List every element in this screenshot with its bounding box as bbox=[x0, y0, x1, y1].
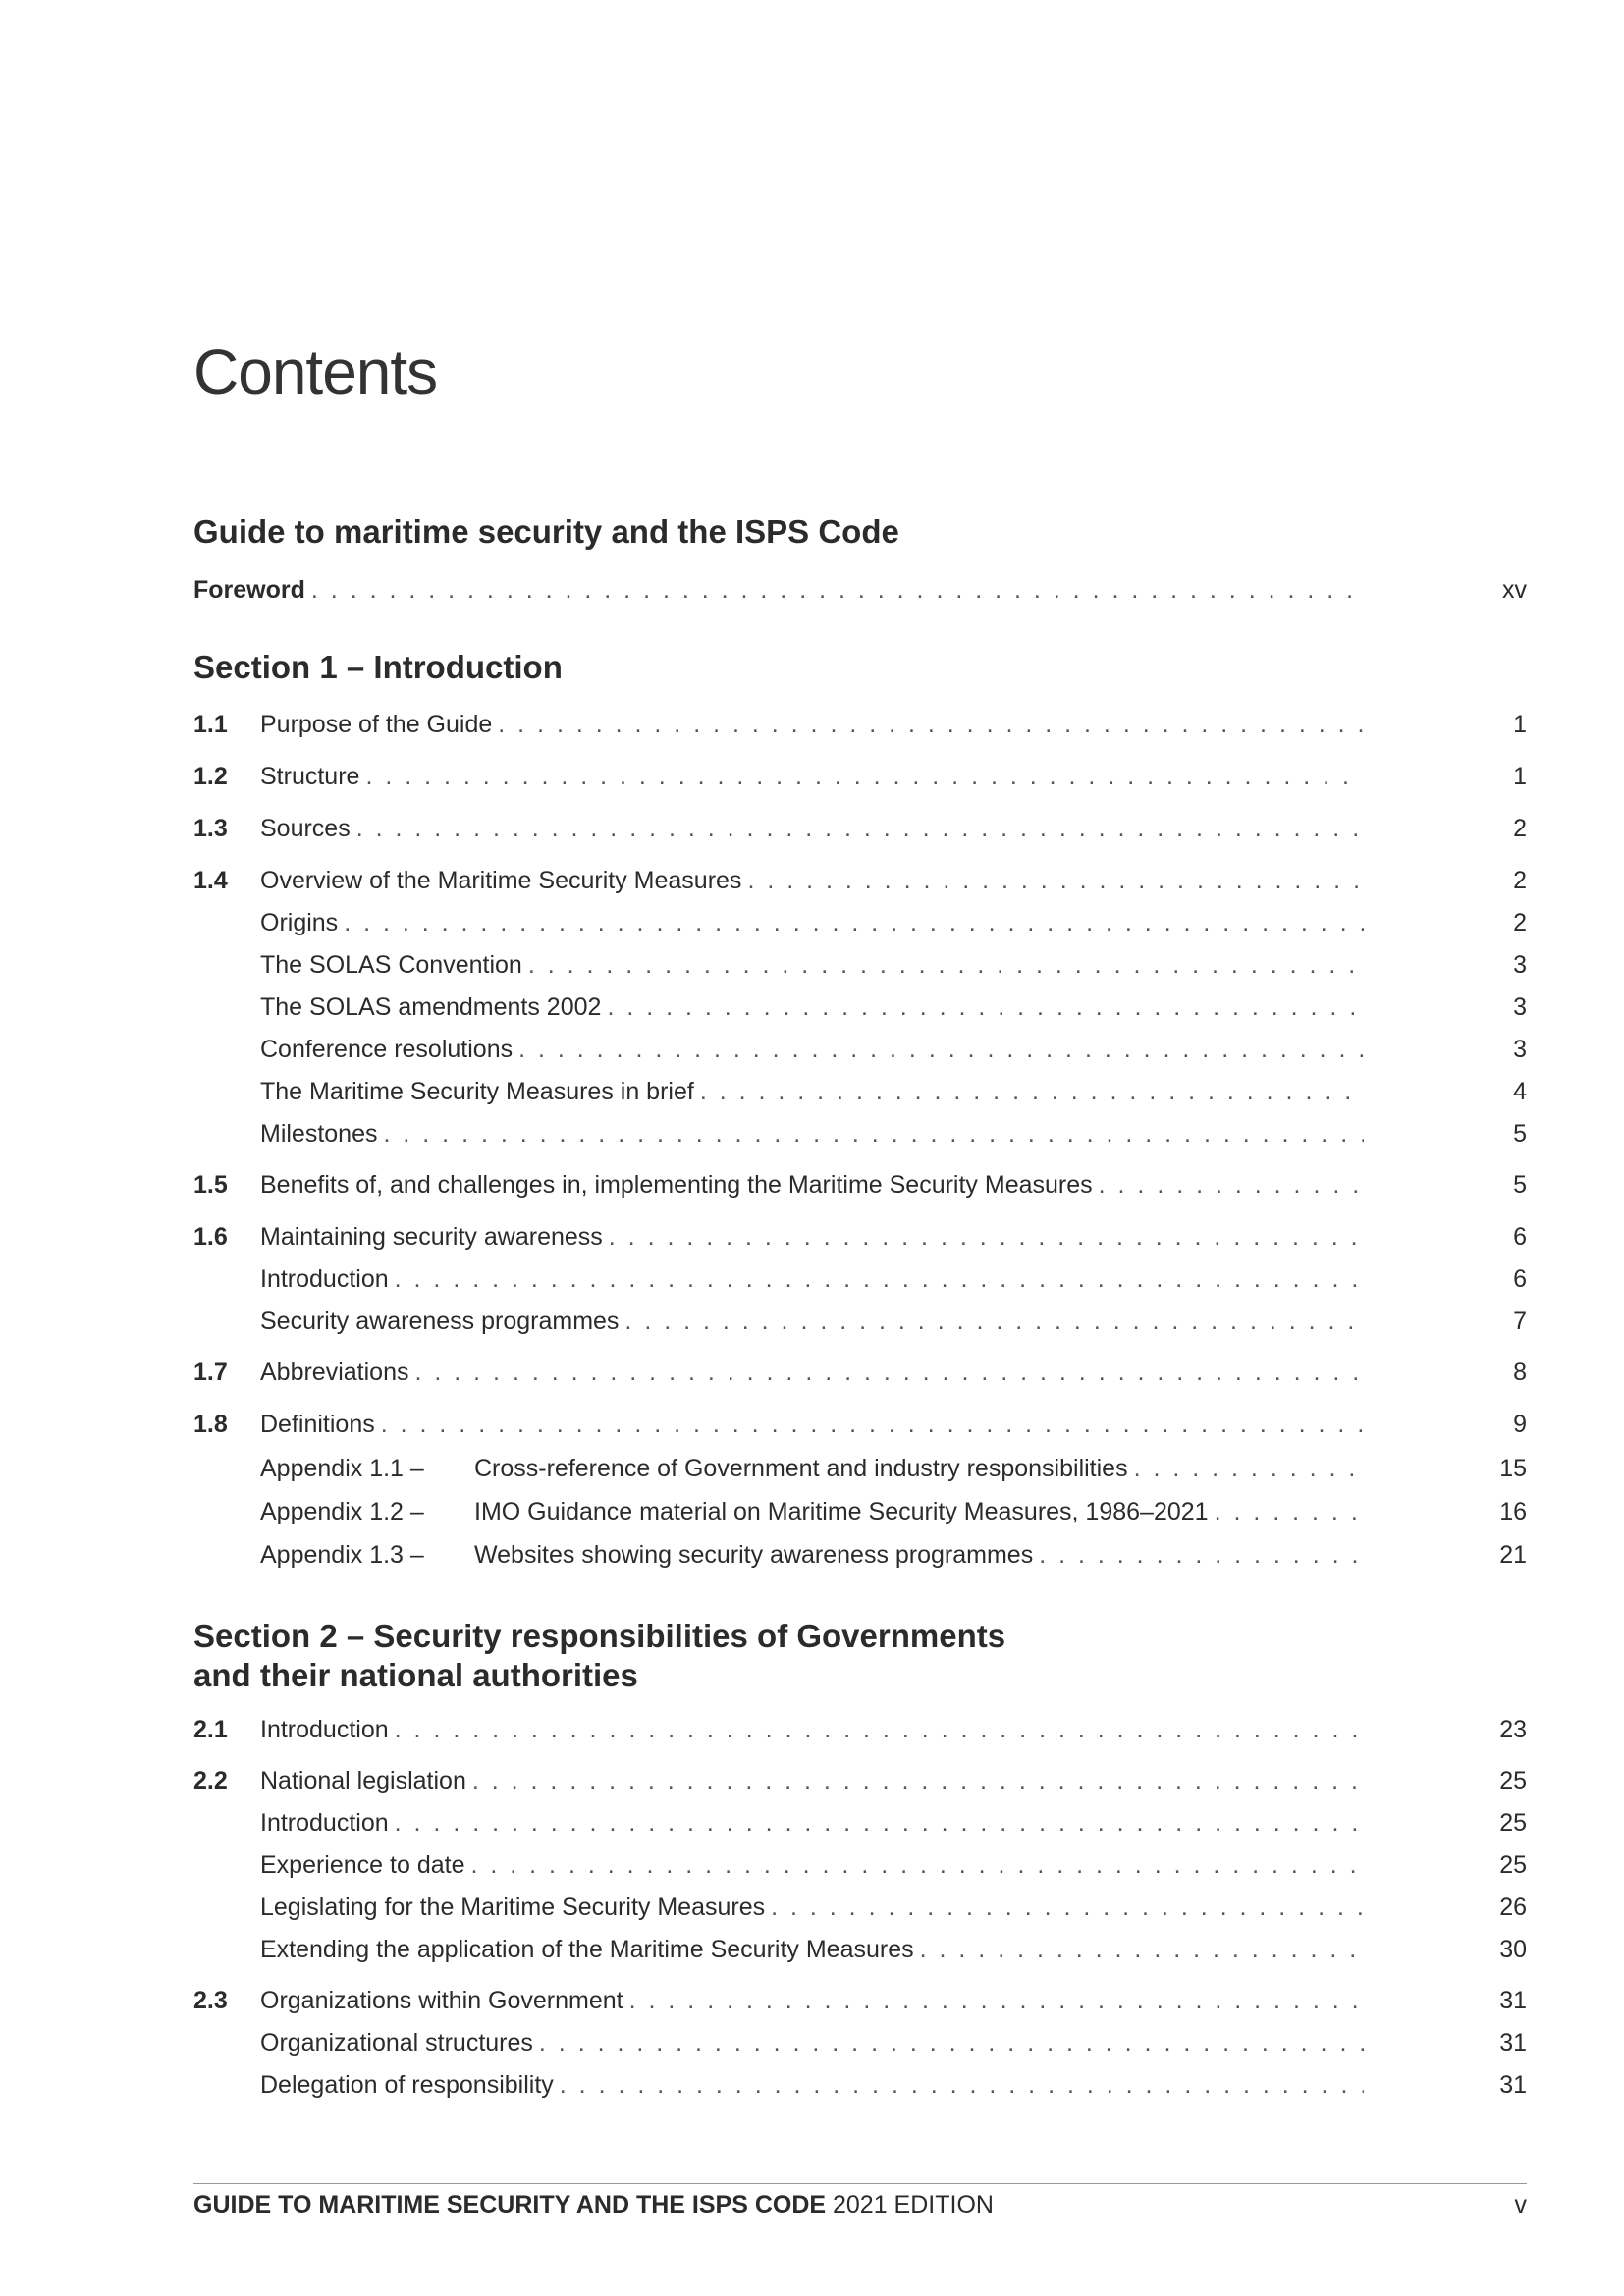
dot-leader bbox=[920, 1933, 1364, 1966]
dot-leader bbox=[1215, 1495, 1364, 1528]
dot-leader bbox=[629, 1984, 1364, 2017]
appendix-code: Appendix 1.3 – bbox=[260, 1541, 424, 1569]
dot-leader bbox=[395, 1806, 1364, 1840]
toc-entry[interactable] bbox=[193, 1356, 1527, 1389]
toc-page-number: 3 bbox=[1513, 993, 1527, 1021]
toc-subentry[interactable] bbox=[193, 1117, 1527, 1150]
toc-entry-label: Sources bbox=[260, 815, 351, 842]
toc-entry-label: Websites showing security awareness programmes bbox=[474, 1541, 1034, 1569]
toc-appendix[interactable] bbox=[193, 1452, 1527, 1485]
toc-entry-label: Experience to date bbox=[260, 1851, 465, 1879]
toc-entry-label: Overview of the Maritime Security Measures bbox=[260, 867, 742, 894]
dot-leader bbox=[414, 1356, 1364, 1389]
toc-subentry[interactable] bbox=[193, 906, 1527, 939]
toc-entry-label: Organizations within Government bbox=[260, 1987, 623, 2014]
toc-entry-label: Legislating for the Maritime Security Measures bbox=[260, 1894, 766, 1921]
toc-page-number: 2 bbox=[1513, 909, 1527, 936]
toc-entry-label: The Maritime Security Measures in brief bbox=[260, 1078, 694, 1105]
toc-entry-label: Structure bbox=[260, 763, 360, 790]
toc-entry-label: Security awareness programmes bbox=[260, 1308, 620, 1335]
book-heading: Guide to maritime security and the ISPS Code bbox=[193, 513, 899, 550]
toc-entry-label: National legislation bbox=[260, 1767, 466, 1794]
dot-leader bbox=[470, 1848, 1364, 1882]
toc-entry-label: Delegation of responsibility bbox=[260, 2071, 554, 2099]
toc-page-number: 31 bbox=[1499, 1987, 1527, 2014]
toc-subentry[interactable] bbox=[193, 2068, 1527, 2102]
toc-entry[interactable] bbox=[193, 760, 1527, 793]
toc-entry-number: 1.7 bbox=[193, 1359, 228, 1386]
toc-page-number: 2 bbox=[1513, 815, 1527, 842]
toc-subentry[interactable] bbox=[193, 948, 1527, 982]
toc-subentry[interactable] bbox=[193, 1933, 1527, 1966]
toc-entry-number: 1.5 bbox=[193, 1171, 228, 1199]
toc-entry-label: Origins bbox=[260, 909, 339, 936]
toc-page-number: 3 bbox=[1513, 951, 1527, 979]
toc-page-number: 1 bbox=[1513, 763, 1527, 790]
dot-leader bbox=[607, 990, 1364, 1024]
toc-page-number: 7 bbox=[1513, 1308, 1527, 1335]
dot-leader bbox=[528, 948, 1364, 982]
dot-leader bbox=[311, 573, 1364, 607]
dot-leader bbox=[560, 2068, 1364, 2102]
page-title: Contents bbox=[193, 337, 438, 407]
toc-subentry[interactable] bbox=[193, 1075, 1527, 1108]
dot-leader bbox=[1099, 1168, 1364, 1201]
toc-entry-number: 1.1 bbox=[193, 711, 228, 738]
toc-page-number: 6 bbox=[1513, 1265, 1527, 1293]
footer-edition: 2021 EDITION bbox=[826, 2191, 994, 2218]
toc-entry[interactable] bbox=[193, 1168, 1527, 1201]
toc-subentry[interactable] bbox=[193, 1262, 1527, 1296]
toc-page-number: 25 bbox=[1499, 1851, 1527, 1879]
toc-entry[interactable] bbox=[193, 1408, 1527, 1441]
dot-leader bbox=[700, 1075, 1364, 1108]
toc-page-number: 16 bbox=[1499, 1498, 1527, 1525]
toc-subentry[interactable] bbox=[193, 1033, 1527, 1066]
dot-leader bbox=[539, 2026, 1364, 2059]
footer-title-bold: GUIDE TO MARITIME SECURITY AND THE ISPS CODE bbox=[193, 2191, 827, 2218]
toc-entry-label: Introduction bbox=[260, 1265, 389, 1293]
toc-page-number: 21 bbox=[1499, 1541, 1527, 1569]
toc-page-number: 2 bbox=[1513, 867, 1527, 894]
dot-leader bbox=[472, 1764, 1364, 1797]
appendix-code: Appendix 1.1 – bbox=[260, 1455, 424, 1482]
toc-entry-label: Introduction bbox=[260, 1809, 389, 1837]
toc-entry-number: 1.8 bbox=[193, 1411, 228, 1438]
dot-leader bbox=[498, 708, 1364, 741]
toc-entry-number: 2.2 bbox=[193, 1767, 228, 1794]
toc-page-number: 23 bbox=[1499, 1716, 1527, 1743]
section-2-heading-line-2: and their national authorities bbox=[193, 1657, 638, 1693]
toc-entry[interactable] bbox=[193, 1984, 1527, 2017]
toc-entry-label: Cross-reference of Government and industry responsibilities bbox=[474, 1455, 1128, 1482]
dot-leader bbox=[384, 1117, 1365, 1150]
dot-leader bbox=[1039, 1538, 1364, 1572]
dot-leader bbox=[395, 1713, 1364, 1746]
section-2-heading bbox=[193, 1617, 1005, 1695]
footer-page-number: v bbox=[1514, 2191, 1527, 2218]
dot-leader bbox=[365, 760, 1364, 793]
toc-entry[interactable] bbox=[193, 812, 1527, 845]
toc-entry-label: The SOLAS amendments 2002 bbox=[260, 993, 602, 1021]
toc-appendix[interactable] bbox=[193, 1538, 1527, 1572]
dot-leader bbox=[771, 1891, 1364, 1924]
toc-entry[interactable] bbox=[193, 1764, 1527, 1797]
toc-entry-foreword[interactable] bbox=[193, 573, 1527, 607]
footer-title bbox=[193, 2191, 994, 2219]
toc-subentry[interactable] bbox=[193, 1891, 1527, 1924]
toc-page-number: 3 bbox=[1513, 1036, 1527, 1063]
dot-leader bbox=[747, 864, 1364, 897]
toc-page-number: 26 bbox=[1499, 1894, 1527, 1921]
toc-entry-label: Foreword bbox=[193, 576, 305, 604]
toc-subentry[interactable] bbox=[193, 1305, 1527, 1338]
toc-entry[interactable] bbox=[193, 1220, 1527, 1254]
toc-entry-label: Purpose of the Guide bbox=[260, 711, 493, 738]
toc-entry[interactable] bbox=[193, 864, 1527, 897]
toc-page-number: 30 bbox=[1499, 1936, 1527, 1963]
dot-leader bbox=[609, 1220, 1364, 1254]
toc-entry-number: 2.3 bbox=[193, 1987, 228, 2014]
toc-appendix[interactable] bbox=[193, 1495, 1527, 1528]
section-2-heading-line-1: Section 2 – Security responsibilities of Governments bbox=[193, 1618, 1006, 1654]
dot-leader bbox=[356, 812, 1364, 845]
toc-entry[interactable] bbox=[193, 1713, 1527, 1746]
toc-page-number: 5 bbox=[1513, 1120, 1527, 1148]
toc-entry-label: Introduction bbox=[260, 1716, 389, 1743]
toc-page-number: 6 bbox=[1513, 1223, 1527, 1251]
toc-entry-label: IMO Guidance material on Maritime Security Measures, 1986–2021 bbox=[474, 1498, 1209, 1525]
toc-page-number: 9 bbox=[1513, 1411, 1527, 1438]
toc-entry-label: Conference resolutions bbox=[260, 1036, 514, 1063]
toc-entry-label: Benefits of, and challenges in, implementing the Maritime Security Measures bbox=[260, 1171, 1093, 1199]
dot-leader bbox=[381, 1408, 1364, 1441]
toc-page-number: 8 bbox=[1513, 1359, 1527, 1386]
dot-leader bbox=[624, 1305, 1364, 1338]
toc-entry-number: 1.2 bbox=[193, 763, 228, 790]
toc-entry-number: 2.1 bbox=[193, 1716, 228, 1743]
dot-leader bbox=[1134, 1452, 1364, 1485]
toc-entry[interactable] bbox=[193, 708, 1527, 741]
toc-page-number: xv bbox=[1502, 576, 1527, 604]
toc-page-number: 15 bbox=[1499, 1455, 1527, 1482]
page-footer bbox=[193, 2191, 1527, 2219]
toc-page-number: 4 bbox=[1513, 1078, 1527, 1105]
toc-entry-label: Maintaining security awareness bbox=[260, 1223, 603, 1251]
toc-subentry[interactable] bbox=[193, 2026, 1527, 2059]
toc-subentry[interactable] bbox=[193, 990, 1527, 1024]
dot-leader bbox=[395, 1262, 1364, 1296]
toc-subentry[interactable] bbox=[193, 1806, 1527, 1840]
toc-entry-number: 1.4 bbox=[193, 867, 228, 894]
toc-page-number: 1 bbox=[1513, 711, 1527, 738]
toc-subentry[interactable] bbox=[193, 1848, 1527, 1882]
footer-rule bbox=[193, 2183, 1527, 2184]
appendix-code: Appendix 1.2 – bbox=[260, 1498, 424, 1525]
toc-page-number: 5 bbox=[1513, 1171, 1527, 1199]
toc-entry-number: 1.3 bbox=[193, 815, 228, 842]
dot-leader bbox=[344, 906, 1364, 939]
toc-page-number: 25 bbox=[1499, 1767, 1527, 1794]
toc-entry-label: The SOLAS Convention bbox=[260, 951, 522, 979]
toc-entry-label: Abbreviations bbox=[260, 1359, 409, 1386]
toc-entry-label: Milestones bbox=[260, 1120, 378, 1148]
toc-page-number: 31 bbox=[1499, 2071, 1527, 2099]
dot-leader bbox=[518, 1033, 1364, 1066]
toc-entry-label: Organizational structures bbox=[260, 2029, 533, 2056]
toc-entry-number: 1.6 bbox=[193, 1223, 228, 1251]
toc-page-number: 25 bbox=[1499, 1809, 1527, 1837]
toc-entry-label: Extending the application of the Maritime Security Measures bbox=[260, 1936, 914, 1963]
toc-page-number: 31 bbox=[1499, 2029, 1527, 2056]
toc-entry-label: Definitions bbox=[260, 1411, 375, 1438]
section-1-heading: Section 1 – Introduction bbox=[193, 649, 563, 685]
